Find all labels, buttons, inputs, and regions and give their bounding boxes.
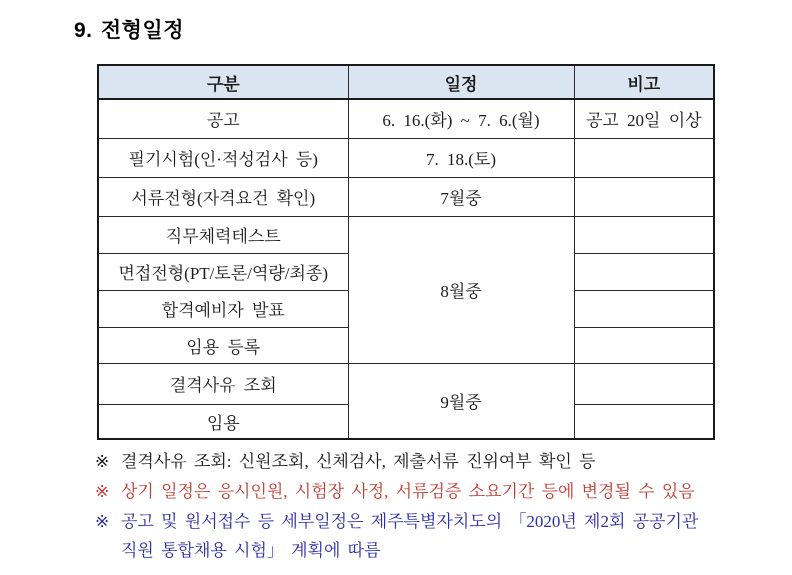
footnote-disqualification	[95, 447, 719, 476]
cell-schedule: 7월중	[348, 177, 574, 216]
cell-note	[574, 404, 714, 439]
cell-note	[574, 177, 714, 216]
cell-category: 임용	[98, 404, 348, 439]
header-category: 구분	[98, 65, 348, 99]
schedule-table	[97, 64, 715, 440]
table-row	[98, 138, 714, 177]
header-note: 비고	[574, 65, 714, 99]
cell-category: 합격예비자 발표	[98, 290, 348, 327]
cell-schedule-merged-september: 9월중	[348, 363, 574, 439]
cell-category: 필기시험(인·적성검사 등)	[98, 138, 348, 177]
table-row	[98, 216, 714, 253]
cell-category: 결격사유 조회	[98, 363, 348, 404]
table-row	[98, 99, 714, 138]
table-header-row	[98, 65, 714, 99]
reference-mark-icon: ※	[95, 512, 110, 531]
table-row	[98, 363, 714, 404]
footnote-jeju-plan-reference	[95, 507, 719, 565]
cell-note	[574, 290, 714, 327]
cell-note	[574, 253, 714, 290]
footnote-schedule-change-warning	[95, 477, 719, 506]
table-row	[98, 177, 714, 216]
footnote-text: 결격사유 조회: 신원조회, 신체검사, 제출서류 진위여부 확인 등	[121, 452, 596, 471]
page-title: 9. 전형일정	[74, 19, 184, 42]
cell-note	[574, 138, 714, 177]
cell-schedule-merged-august: 8월중	[348, 216, 574, 363]
cell-note: 공고 20일 이상	[574, 99, 714, 138]
cell-category: 서류전형(자격요건 확인)	[98, 177, 348, 216]
footnote-text: 상기 일정은 응시인원, 시험장 사정, 서류검증 소요기간 등에 변경될 수 있음	[121, 482, 695, 501]
cell-note	[574, 363, 714, 404]
footnote-text: 공고 및 원서접수 등 세부일정은 제주특별자치도의 「2020년 제2회 공공기관 직원 통합채용 시험」 계획에 따름	[121, 512, 699, 560]
cell-category: 임용 등록	[98, 327, 348, 363]
cell-note	[574, 327, 714, 363]
reference-mark-icon: ※	[95, 482, 110, 501]
cell-note	[574, 216, 714, 253]
cell-category: 면접전형(PT/토론/역량/최종)	[98, 253, 348, 290]
cell-schedule: 6. 16.(화) ~ 7. 6.(월)	[348, 99, 574, 138]
footnotes	[95, 447, 719, 566]
reference-mark-icon: ※	[95, 452, 110, 471]
header-schedule: 일정	[348, 65, 574, 99]
cell-schedule: 7. 18.(토)	[348, 138, 574, 177]
cell-category: 공고	[98, 99, 348, 138]
cell-category: 직무체력테스트	[98, 216, 348, 253]
